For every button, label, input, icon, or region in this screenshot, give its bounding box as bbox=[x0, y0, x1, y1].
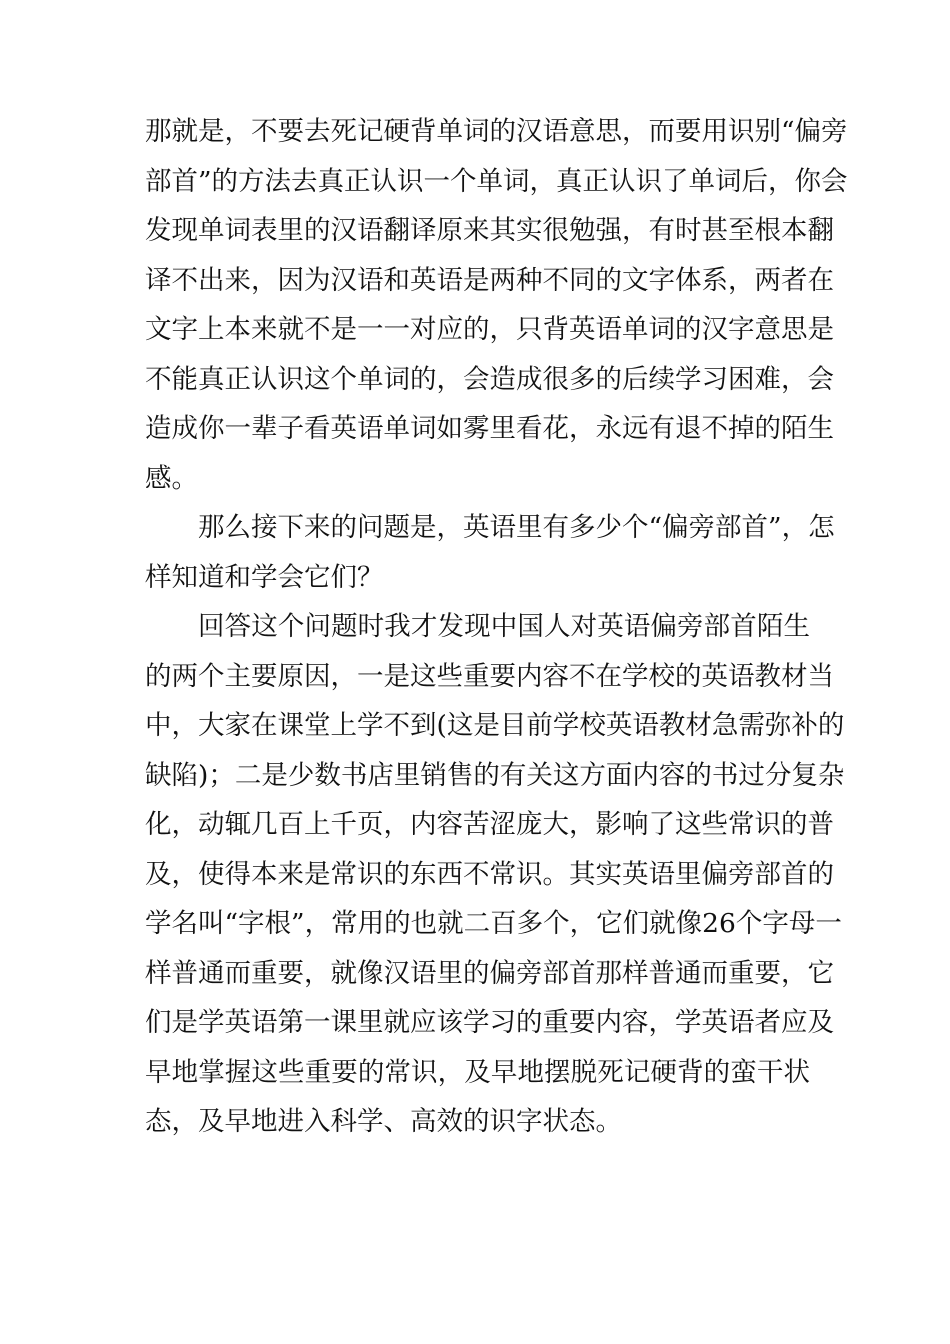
paragraph-1-line-7: 造成你一辈子看英语单词如雾里看花，永远有退不掉的陌生 bbox=[145, 413, 834, 444]
paragraph-3-line-4: 缺陷)；二是少数书店里销售的有关这方面内容的书过分复杂 bbox=[145, 759, 845, 791]
paragraph-3-line-8: 样普通而重要，就像汉语里的偏旁部首那样普通而重要，它 bbox=[145, 957, 834, 989]
body-text bbox=[145, 107, 848, 1147]
paragraph-1-line-5: 文字上本来就不是一一对应的，只背英语单词的汉字意思是 bbox=[145, 314, 834, 345]
paragraph-3-line-2: 的两个主要原因，一是这些重要内容不在学校的英语教材当 bbox=[145, 660, 834, 692]
paragraph-1-line-4: 译不出来，因为汉语和英语是两种不同的文字体系，两者在 bbox=[145, 264, 834, 296]
paragraph-2-line-1: 那么接下来的问题是，英语里有多少个“偏旁部首”，怎 bbox=[198, 512, 835, 543]
paragraph-1-line-2: 部首”的方法去真正认识一个单词，真正认识了单词后，你会 bbox=[145, 165, 848, 197]
paragraph-3-line-9: 们是学英语第一课里就应该学习的重要内容，学英语者应及 bbox=[145, 1007, 834, 1038]
paragraph-3-line-10: 早地掌握这些重要的常识，及早地摆脱死记硬背的蛮干状 bbox=[145, 1056, 810, 1088]
paragraph-1-line-8: 感。 bbox=[145, 462, 198, 494]
paragraph-3-line-7: 学名叫“字根”，常用的也就二百多个，它们就像26个字母一 bbox=[145, 908, 842, 939]
paragraph-1-line-3: 发现单词表里的汉语翻译原来其实很勉强，有时甚至根本翻 bbox=[145, 215, 834, 246]
paragraph-3-line-3: 中，大家在课堂上学不到(这是目前学校英语教材急需弥补的 bbox=[145, 710, 845, 741]
paragraph-3-line-5: 化，动辄几百上千页，内容苦涩庞大，影响了这些常识的普 bbox=[145, 809, 834, 840]
paragraph-3-line-1: 回答这个问题时我才发现中国人对英语偏旁部首陌生 bbox=[198, 611, 810, 642]
paragraph-3-line-6: 及，使得本来是常识的东西不常识。其实英语里偏旁部首的 bbox=[145, 858, 834, 890]
paragraph-1-line-1: 那就是，不要去死记硬背单词的汉语意思，而要用识别“偏旁 bbox=[145, 116, 848, 147]
paragraph-2-line-2: 样知道和学会它们？ bbox=[145, 561, 384, 593]
paragraph-3-line-11: 态，及早地进入科学、高效的识字状态。 bbox=[145, 1106, 622, 1137]
paragraph-1-line-6: 不能真正认识这个单词的，会造成很多的后续学习困难，会 bbox=[145, 363, 834, 395]
